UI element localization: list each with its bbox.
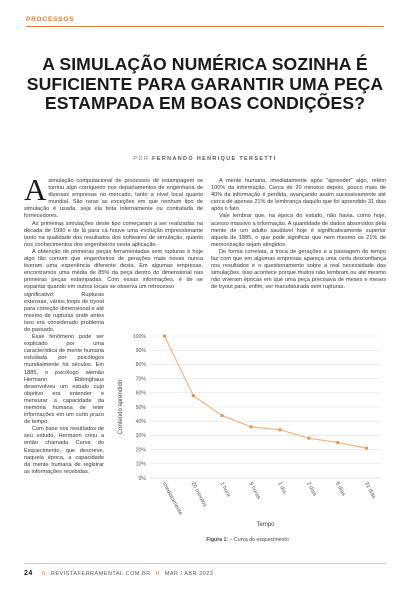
footer-site: REVISTAFERRAMENTAL.COM.BR <box>50 571 151 577</box>
data-point <box>249 425 252 428</box>
figure-caption <box>106 537 389 543</box>
x-tick-label: 2 dias <box>305 481 318 498</box>
x-tick-label: imediatamente <box>160 481 184 517</box>
data-point <box>365 447 368 450</box>
left-paragraph-2: As primeiras simulações deste tipo começaram a ser realizadas na década de 1990 e de lá para cá houve uma evolução impressionante tanto na qualidade dos resultados dos softwares de simulação, quanto nos conhecimentos dos engenheiros nesta aplicação. <box>24 220 203 248</box>
x-tick-label: 1 hora <box>218 481 232 498</box>
left-paragraph-1: Asimulação computacional de processos de estampagem se tornou algo corriqueiro nos departamentos de engenharia de diversas empresas no mercado, tanto a nível local quanto mundial. São raras as exceções em que nenhum tipo de simulação é usada, seja ela feita internamente ou contratada de fornecedores. <box>24 172 203 220</box>
page-footer <box>24 570 213 577</box>
section-label: PROCESSOS <box>26 16 75 23</box>
footer-separator: // <box>41 571 46 577</box>
data-point <box>278 428 281 431</box>
x-tick-label: 31 dias <box>362 481 377 500</box>
x-tick-label: 20 minutos <box>189 481 208 509</box>
figure-caption-sep: – <box>229 537 233 543</box>
right-paragraph-1: A mente humana, imediatamente após "aprender" algo, retém 100% da informação. Cerca de 20 minutos depois, pouco mais de 40% da informação é perdida, avançando assim sucessivamente até cerca de apenas 21% de lembrança daquilo que foi aprendido 31 dias após o fato. <box>211 178 386 213</box>
y-tick-label: 80% <box>135 362 146 369</box>
chart-svg <box>106 330 389 530</box>
x-tick-label: 9 horas <box>247 481 262 501</box>
x-tick-label: 6 dias <box>333 481 347 498</box>
right-paragraph-3: De forma correlata, a troca de gerações e a passagem do tempo faz com que em algumas empresas apareça uma certa desconfiança nos resultados e o questionamento sobre a real necessidade das simulações. Isso acontece porque muitos não lembram ou até mesmo não viveram épocas em que uma peça precisava de meses e meses de tryout para, enfim, ser manufaturada sem rupturas. <box>211 248 386 291</box>
y-tick-label: 90% <box>135 348 146 354</box>
y-tick-label: 10% <box>135 461 146 468</box>
y-axis-label: Conteúdo aprendido <box>118 379 124 435</box>
headline: A SIMULAÇÃO NUMÉRICA SOZINHA É SUFICIENTE PARA GARANTIR UMA PEÇA ESTAMPADA EM BOAS CONDIÇÕES? <box>26 54 384 113</box>
y-tick-label: 0% <box>138 475 146 482</box>
data-point <box>163 334 166 337</box>
series-line <box>164 336 366 448</box>
byline-author: FERNANDO HENRIQUE TERSETTI <box>152 156 277 162</box>
footer-issue: MAR / ABR 2023 <box>164 571 214 577</box>
y-tick-label: 30% <box>135 433 146 440</box>
section-rule <box>26 26 384 27</box>
right-column <box>211 178 386 292</box>
y-tick-label: 20% <box>135 447 146 454</box>
data-point <box>307 437 310 440</box>
x-tick-label: 1 dia <box>276 481 288 495</box>
figure-label: Figura 1: <box>206 537 229 543</box>
figure-caption-text: Curva do esquecimento <box>233 537 289 543</box>
left-narrow-column <box>24 292 104 476</box>
y-tick-label: 70% <box>135 376 146 383</box>
y-tick-label: 40% <box>135 419 146 425</box>
left-paragraph-3: A obtenção de primeiras peças ferramentadas sem rupturas é hoje algo tão comum que engenheiros de gerações mais novas nunca tiveram uma experiência diferente desta. Em algumas empresas, encontramos uma média de 85% da peça dentro do dimensional nas primeiras peças estampadas. Com essas informações, é de se espantar quando em outros locais se observa um retrocesso <box>24 248 203 291</box>
y-tick-label: 100% <box>132 333 146 340</box>
left-paragraph-4: Esse fenômeno pode ser explicado por uma característica de mente humana estudada por psicólogos mundialmente há séculos. Em 1885, o psicólogo alemão Hermann Ebbinghaus desenvolveu um estudo cujo objetivo era entender e mensurar a capacidade da memória humana de reter informações em um curto prazo de tempo. <box>24 334 104 426</box>
left-paragraph-5: Com base nos resultados de seu estudo, Hermann criou a então chamada Curva do Esquecimento, que descreve, naquela época, a capacidade da mente humana de registrar as informações recebidas. <box>24 426 104 475</box>
page-number: 24 <box>24 570 33 577</box>
footer-rule <box>24 563 386 564</box>
data-point <box>192 394 195 397</box>
data-point <box>336 441 339 444</box>
dropcap: A <box>24 172 47 207</box>
byline-prefix: POR <box>133 156 150 162</box>
data-point <box>221 414 224 417</box>
x-axis-label: Tempo <box>256 522 275 528</box>
y-tick-label: 50% <box>135 404 146 411</box>
forgetting-curve-chart <box>106 330 389 530</box>
byline <box>0 156 410 162</box>
right-paragraph-2: Vale lembrar que, na época do estudo, não havia, como hoje, acesso massivo a informação. A quantidade de dados absorvidos pela mente de um adulto saudável hoje é significativamente superior àquela de 1885, o que pode significar que nem mesmo os 21% de memorização sejam atingidos. <box>211 213 386 248</box>
left-paragraph-3b: significativo: Rupturas extensas, vários loops de tryout para correção dimensional e até mesmo de rupturas onde antes isso era considerado problema do passado. <box>24 291 104 333</box>
y-tick-label: 60% <box>135 390 146 397</box>
footer-separator: // <box>155 571 160 577</box>
